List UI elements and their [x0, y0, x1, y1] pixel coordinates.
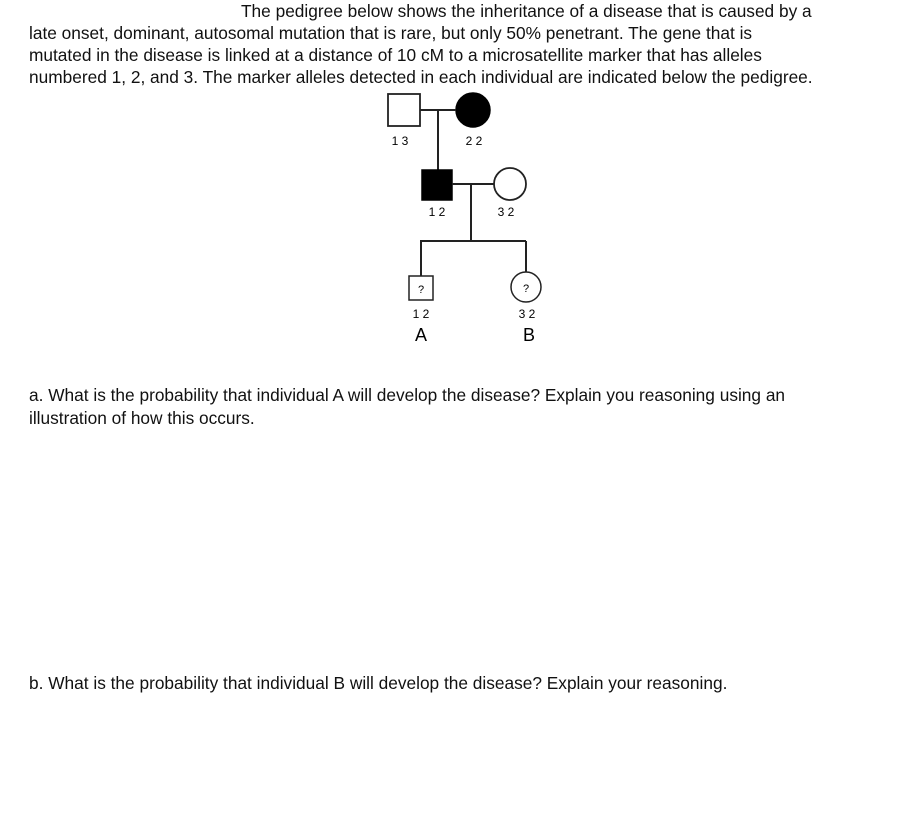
gen3-A-label: A [414, 325, 428, 345]
intro-line-2: late onset, dominant, autosomal mutation that is rare, but only 50% penetrant. The gene that is [29, 23, 753, 43]
gen3-B-alleles: 3 2 [518, 307, 536, 321]
intro-line-1: The pedigree below shows the inheritance of a disease that is caused by a [241, 1, 812, 21]
gen2-son-alleles: 1 2 [428, 205, 446, 219]
gen3-B-status: ? [522, 283, 530, 295]
gen2-son-symbol [422, 170, 452, 200]
gen1-father-symbol [388, 94, 420, 126]
gen2-spouse-alleles: 3 2 [497, 205, 515, 219]
gen1-mother-symbol [456, 93, 490, 127]
gen3-A-status: ? [417, 284, 425, 296]
question-b-line-1: b. What is the probability that individual B will develop the disease? Explain your reasoning. [29, 673, 728, 693]
gen3-B-label: B [522, 325, 536, 345]
intro-line-4: numbered 1, 2, and 3. The marker alleles detected in each individual are indicated below the pedigree. [29, 67, 813, 87]
gen1-mother-alleles: 2 2 [465, 134, 483, 148]
gen1-father-alleles: 1 3 [391, 134, 409, 148]
question-a-line-2: illustration of how this occurs. [29, 408, 255, 428]
gen2-spouse-symbol [494, 168, 526, 200]
question-a-line-1: a. What is the probability that individual A will develop the disease? Explain you reasoning using an [29, 385, 786, 405]
intro-line-3: mutated in the disease is linked at a distance of 10 cM to a microsatellite marker that has alleles [29, 45, 762, 65]
gen3-A-alleles: 1 2 [412, 307, 430, 321]
